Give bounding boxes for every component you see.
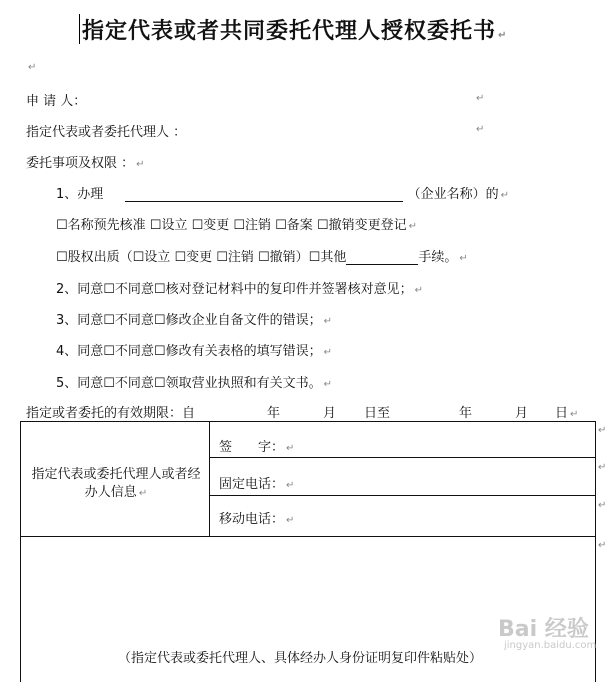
table-divider-vertical (209, 421, 210, 537)
paragraph-mark: ↵ (476, 93, 485, 104)
item-3[interactable]: 3、同意☐不同意☐修改企业自备文件的错误； ↵ (56, 313, 332, 328)
row-end-mark: ↵ (598, 425, 607, 436)
validity-label: 指定或者委托的有效期限：自 (26, 406, 196, 421)
table-divider (209, 495, 595, 496)
id-copy-paste-note: （指定代表或委托代理人、具体经办人身份证明复印件粘贴处） (118, 651, 483, 666)
watermark-url: jingyan.baidu.com (504, 640, 597, 651)
row-end-mark: ↵ (598, 462, 607, 473)
watermark-logo: Bai 经验 (498, 617, 589, 642)
item-4[interactable]: 4、同意☐不同意☐修改有关表格的填写错误； ↵ (56, 344, 332, 359)
validity-day-2: 日 ↵ (555, 406, 579, 421)
mobile-phone-field[interactable]: 移动电话： ↵ (219, 512, 295, 527)
validity-year-2: 年 (459, 406, 473, 421)
scope-heading: 委托事项及权限 ： ↵ (26, 156, 145, 171)
item-1: 1、办理 （企业名称）的 ↵ (56, 187, 509, 202)
row-end-mark: ↵ (598, 500, 607, 511)
paragraph-mark: ↵ (28, 62, 37, 73)
applicant-field[interactable]: 申 请 人： (26, 94, 87, 109)
signature-field[interactable]: 签 字： ↵ (219, 440, 295, 455)
agent-info-cell: 指定代表或委托代理人或者经办人信息 ↵ (31, 467, 201, 500)
table-divider (209, 457, 595, 458)
validity-day-1: 日至 (364, 406, 391, 421)
company-name-blank[interactable] (125, 187, 403, 202)
validity-year-1: 年 (267, 406, 281, 421)
options-row-1[interactable]: ☐名称预先核准 ☐设立 ☐变更 ☐注销 ☐备案 ☐撤销变更登记 ↵ (56, 218, 417, 233)
table-divider (20, 536, 595, 537)
item-2[interactable]: 2、同意☐不同意☐核对登记材料中的复印件并签署核对意见； ↵ (56, 282, 423, 297)
options-row-2[interactable]: ☐股权出质（☐设立 ☐变更 ☐注销 ☐撤销）☐其他 手续。 ↵ (56, 250, 468, 265)
item-5[interactable]: 5、同意☐不同意☐领取营业执照和有关文书。 ↵ (56, 376, 332, 391)
validity-month-2: 月 (515, 406, 529, 421)
other-blank[interactable] (346, 250, 418, 265)
agent-field[interactable]: 指定代表或者委托代理人 ： (26, 125, 187, 140)
validity-month-1: 月 (323, 406, 337, 421)
paragraph-mark: ↵ (476, 124, 485, 135)
document-title: 指定代表或者共同委托代理人授权委托书 ↵ (82, 19, 508, 44)
row-end-mark: ↵ (598, 540, 607, 551)
fixed-phone-field[interactable]: 固定电话： ↵ (219, 477, 295, 492)
text-cursor (79, 14, 80, 44)
